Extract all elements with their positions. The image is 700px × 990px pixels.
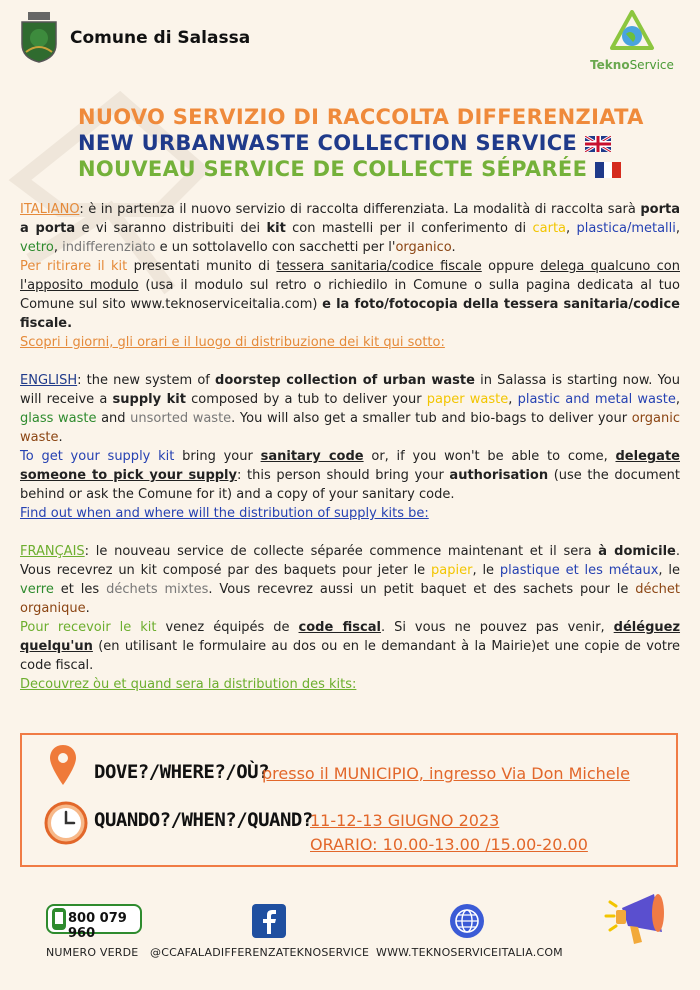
text: , <box>675 392 681 407</box>
titles <box>78 104 678 182</box>
phone-icon <box>52 908 66 930</box>
text: . Vous recevrez aussi un petit baquet et des sachets pour le <box>208 582 636 597</box>
header <box>18 10 682 70</box>
phone-caption: NUMERO VERDE <box>46 946 139 959</box>
text: or, if you won't be able to come, <box>363 449 616 464</box>
text: carta <box>532 221 567 236</box>
where-label: DOVE?/WHERE?/OÙ? <box>94 761 270 783</box>
text: e vi saranno distribuiti dei <box>75 221 267 236</box>
french-paragraph-1 <box>20 542 680 618</box>
uk-flag-icon <box>585 136 611 152</box>
text: papier <box>431 563 473 578</box>
text: plastique et les métaux <box>499 563 659 578</box>
text: verre <box>20 582 54 597</box>
text: e la foto/fotocopia della tessera sanitaria/codice fiscale. <box>20 297 680 331</box>
text: supply kit <box>112 392 186 407</box>
text: déchets mixtes <box>106 582 209 597</box>
when-hours: ORARIO: 10.00-13.00 /15.00-20.00 <box>310 835 588 854</box>
text: , <box>675 221 681 236</box>
text: vetro <box>20 240 54 255</box>
italian-label: ITALIANO <box>20 202 80 217</box>
text: code fiscal <box>298 620 381 635</box>
phone-number: 800 079 960 <box>68 911 127 941</box>
text: . You will also get a smaller tub and bio-bags to deliver your <box>231 411 632 426</box>
english-find: Find out when and where will the distribution of supply kits be: <box>20 506 429 521</box>
text: . <box>58 430 63 445</box>
text: e un sottolavello con sacchetti per l' <box>155 240 396 255</box>
text: venez équipés de <box>156 620 299 635</box>
text: . Si vous ne pouvez pas venir, <box>380 620 614 635</box>
text: . <box>451 240 456 255</box>
title-english: NEW URBANWASTE COLLECTION SERVICE <box>78 131 578 155</box>
title-french: NOUVEAU SERVICE DE COLLECTE SÉPARÉE <box>78 157 588 181</box>
text: : the new system of <box>77 373 216 388</box>
text: Pour recevoir le kit <box>20 620 157 635</box>
text: plastica/metalli <box>576 221 676 236</box>
text: organico <box>395 240 452 255</box>
municipality-name: Comune di Salassa <box>70 28 251 48</box>
megaphone-icon <box>602 886 678 952</box>
location-pin-icon <box>50 745 76 785</box>
france-flag-icon <box>595 162 621 178</box>
facebook-icon[interactable] <box>252 904 286 938</box>
text: Per ritirare il kit <box>20 259 128 274</box>
text: con mastelli per il conferimento di <box>285 221 533 236</box>
text: oppure <box>481 259 541 274</box>
text: , <box>508 392 518 407</box>
text: indifferenziato <box>62 240 156 255</box>
text: (usa il modulo sul retro o richiedilo in Comune o sulla pagina dedicata al tuo Comune sul sito www.teknoserviceitalia.com) <box>20 278 680 312</box>
text: organic waste <box>20 411 680 445</box>
web-caption[interactable]: WWW.TEKNOSERVICEITALIA.COM <box>376 946 563 959</box>
title-italian: NUOVO SERVIZIO DI RACCOLTA DIFFERENZIATA <box>78 105 644 129</box>
distribution-info-box <box>20 733 678 867</box>
english-label: ENGLISH <box>20 373 78 388</box>
text: déchet organique <box>20 582 681 616</box>
phone-badge[interactable] <box>46 904 142 941</box>
text: : è in partenza il nuovo servizio di raccolta differenziata. La modalità di raccolta sarà <box>79 202 641 217</box>
text: composed by a tub to deliver your <box>185 392 427 407</box>
brand-main: Tekno <box>590 58 630 72</box>
content-body <box>20 200 680 694</box>
recycle-globe-icon <box>609 10 655 54</box>
text: , <box>53 240 63 255</box>
globe-icon[interactable] <box>450 904 484 938</box>
text: . <box>85 601 90 616</box>
text: authorisation <box>449 468 549 483</box>
english-paragraph-2 <box>20 447 680 504</box>
text: unsorted waste <box>130 411 232 426</box>
text: , le <box>658 563 680 578</box>
text: , le <box>472 563 500 578</box>
text: kit <box>266 221 286 236</box>
text: : le nouveau service de collecte séparée commence maintenant et il sera <box>84 544 599 559</box>
text: presentati munito di <box>127 259 277 274</box>
text: doorstep collection of urban waste <box>215 373 475 388</box>
italian-paragraph-2 <box>20 257 680 333</box>
text: . Vous recevrez un kit composé par des baquets pour jeter le <box>20 544 680 578</box>
footer <box>40 898 680 968</box>
facebook-caption[interactable]: @CCAFALADIFFERENZATEKNOSERVICE <box>150 946 370 959</box>
text: déléguez quelqu'un <box>20 620 681 654</box>
text: (use the document behind or ask the Comune for it) and a copy of your sanitary code. <box>20 468 680 502</box>
brand-service: Service <box>629 58 674 72</box>
text: paper waste <box>426 392 509 407</box>
italian-paragraph-1 <box>20 200 680 257</box>
text: sanitary code <box>260 449 364 464</box>
text: porta a porta <box>20 202 680 236</box>
where-value: presso il MUNICIPIO, ingresso Via Don Michele <box>262 764 630 783</box>
french-decouvrez: Decouvrez òu et quand sera la distribution des kits: <box>20 677 357 692</box>
text: : this person should bring your <box>236 468 450 483</box>
text: tessera sanitaria/codice fiscale <box>276 259 482 274</box>
text: bring your <box>174 449 261 464</box>
french-label: FRANÇAIS <box>20 544 85 559</box>
teknoservice-logo <box>582 10 682 72</box>
text: , <box>566 221 577 236</box>
when-date: 11-12-13 GIUGNO 2023 <box>310 811 500 830</box>
when-label: QUANDO?/WHEN?/QUAND? <box>94 809 313 831</box>
text: and <box>96 411 131 426</box>
text: (en utilisant le formulaire au dos ou en le demandant à la Mairie)et une copie de votre code fiscal. <box>20 639 680 673</box>
english-paragraph-1 <box>20 371 680 447</box>
text: et les <box>53 582 107 597</box>
municipality-crest-icon <box>18 12 60 64</box>
italian-scopri: Scopri i giorni, gli orari e il luogo di distribuzione dei kit qui sotto: <box>20 335 445 350</box>
text: delega qualcuno con l'apposito modulo <box>20 259 680 293</box>
french-paragraph-2 <box>20 618 680 675</box>
text: in Salassa is starting now. You will receive a <box>20 373 680 407</box>
text: To get your supply kit <box>20 449 175 464</box>
text: à domicile <box>598 544 676 559</box>
clock-icon <box>44 801 88 845</box>
text: glass waste <box>20 411 97 426</box>
text: plastic and metal waste <box>517 392 676 407</box>
text: delegate someone to pick your supply <box>20 449 680 483</box>
